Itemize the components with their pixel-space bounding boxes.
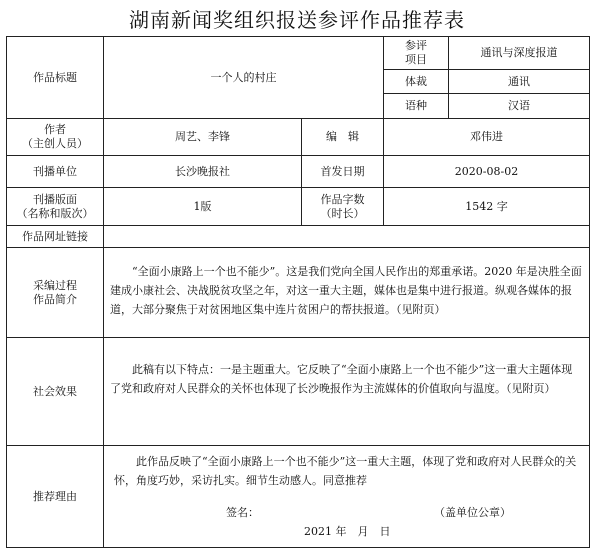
author-label: 作者 （主创人员） — [6, 119, 104, 156]
page-value: 1版 — [104, 188, 302, 226]
reason-cell — [104, 446, 590, 548]
effect-label: 社会效果 — [6, 338, 104, 446]
work-title-label: 作品标题 — [6, 36, 104, 119]
reason-text: 此作品反映了“全面小康路上一个也不能少”这一重大主题，体现了党和政府对人民群众的关怀，角度巧妙，采访扎实。细节生动感人。同意推荐 — [114, 455, 577, 487]
genre-label: 体裁 — [384, 70, 449, 94]
editor-value: 邓伟进 — [384, 119, 590, 156]
category-value: 通讯与深度报道 — [449, 36, 590, 70]
sign-date: 2021 年 月 日 — [304, 525, 391, 538]
author-value: 周艺、李锋 — [104, 119, 302, 156]
first-date-value: 2020-08-02 — [384, 156, 590, 188]
recommendation-form-table — [6, 36, 590, 548]
language-label: 语种 — [384, 94, 449, 119]
effect-text: 此稿有以下特点：一是主题重大。它反映了“全面小康路上一个也不能少”这一重大主题体现了党和政府对人民群众的关怀也体现了长沙晚报作为主流媒体的价值取向与温度。（见附页） — [104, 338, 590, 446]
summary-text: “全面小康路上一个也不能少”。这是我们党向全国人民作出的郑重承诺。2020 年是决胜全面建成小康社会、决战脱贫攻坚之年，对这一重大主题，媒体也是集中进行报道。纵观各媒体的报道，大部分聚焦于对贫困地区集中连片贫困户的帮扶报道。（见附页） — [104, 248, 590, 338]
signature-label: 签名： — [226, 506, 259, 519]
first-date-label: 首发日期 — [302, 156, 384, 188]
word-count-label: 作品字数 （时长） — [302, 188, 384, 226]
work-title-value: 一个人的村庄 — [104, 36, 384, 119]
editor-label: 编 辑 — [302, 119, 384, 156]
form-title: 湖南新闻奖组织报送参评作品推荐表 — [129, 8, 465, 32]
word-count-value: 1542 字 — [384, 188, 590, 226]
url-label: 作品网址链接 — [6, 226, 104, 248]
category-label: 参评 项目 — [384, 36, 449, 70]
page-label: 刊播版面 （名称和版次） — [6, 188, 104, 226]
reason-label: 推荐理由 — [6, 446, 104, 548]
seal-note: （盖单位公章） — [434, 506, 511, 519]
publisher-label: 刊播单位 — [6, 156, 104, 188]
summary-label: 采编过程 作品简介 — [6, 248, 104, 338]
language-value: 汉语 — [449, 94, 590, 119]
genre-value: 通讯 — [449, 70, 590, 94]
publisher-value: 长沙晚报社 — [104, 156, 302, 188]
url-value — [104, 226, 590, 248]
